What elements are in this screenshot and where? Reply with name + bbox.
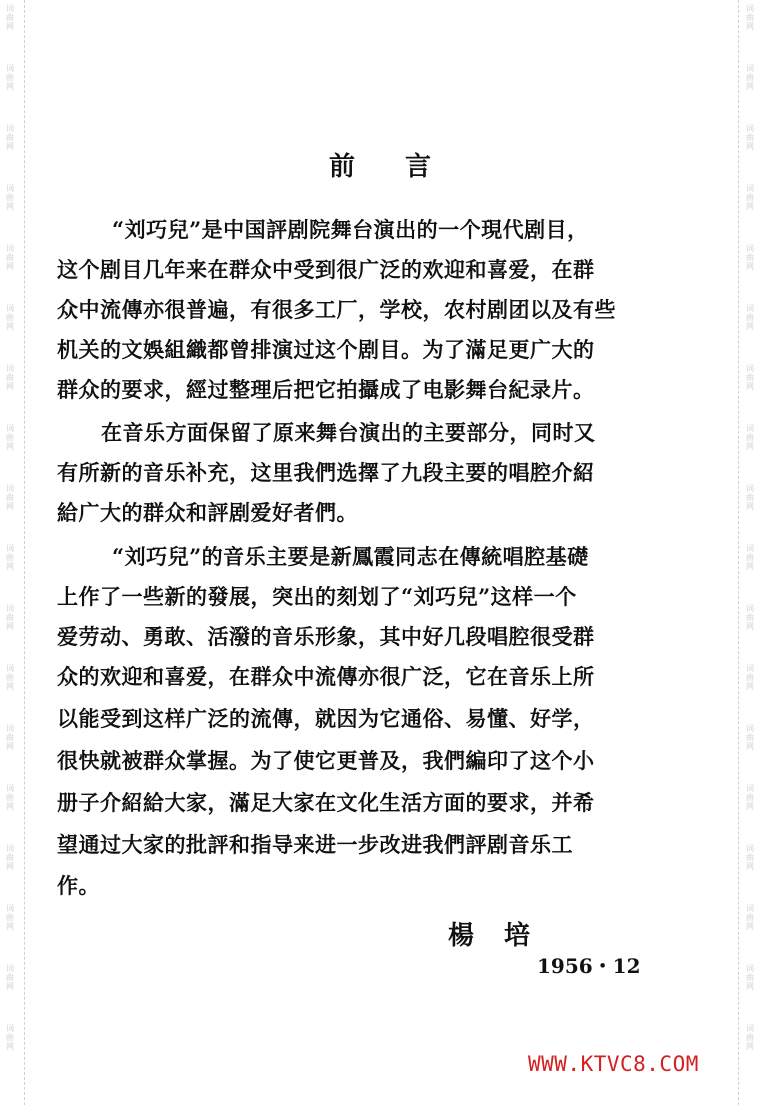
side-watermark-stamp: 词 曲 网 [746, 964, 754, 991]
text-line: 群众的要求，經过整理后把它拍攝成了电影舞台紀录片。 [57, 377, 595, 402]
side-watermark-stamp: 词 曲 网 [746, 4, 754, 31]
side-watermark-stamp: 词 曲 网 [746, 244, 754, 271]
side-watermark-stamp: 词 曲 网 [6, 544, 14, 571]
text-line: 众中流傳亦很普遍，有很多工厂，学校，农村剧团以及有些 [57, 297, 616, 322]
side-watermark-stamp: 词 曲 网 [6, 904, 14, 931]
text-line: 众的欢迎和喜爱，在群众中流傳亦很广泛，它在音乐上所 [57, 664, 595, 689]
text-line: 上作了一些新的發展，突出的刻划了“刘巧兒”这样一个 [57, 584, 577, 609]
side-watermark-stamp: 词 曲 网 [6, 724, 14, 751]
text-line: 有所新的音乐补充，这里我們选擇了九段主要的唱腔介紹 [57, 460, 595, 485]
text-line: 很快就被群众掌握。为了使它更普及，我們編印了这个小 [57, 748, 595, 773]
side-watermark-stamp: 词 曲 网 [6, 1024, 14, 1051]
side-watermark-stamp: 词 曲 网 [6, 424, 14, 451]
side-watermark-stamp: 词 曲 网 [746, 544, 754, 571]
side-watermark-stamp: 词 曲 网 [6, 844, 14, 871]
side-watermark-stamp: 词 曲 网 [6, 4, 14, 31]
page-title: 前言 [328, 152, 481, 182]
author-signature: 楊培 [448, 921, 561, 951]
side-watermark-stamp: 词 曲 网 [6, 784, 14, 811]
date-line: 1956・12 [537, 954, 641, 978]
text-line: 作。 [57, 873, 100, 898]
text-line: 爱劳动、勇敢、活潑的音乐形象，其中好几段唱腔很受群 [57, 624, 595, 649]
side-watermark-stamp: 词 曲 网 [6, 364, 14, 391]
side-watermark-stamp: 词 曲 网 [746, 64, 754, 91]
text-line: 在音乐方面保留了原来舞台演出的主要部分，同时又 [101, 420, 596, 445]
side-watermark-stamp: 词 曲 网 [746, 844, 754, 871]
side-watermark-stamp: 词 曲 网 [746, 904, 754, 931]
text-line: “刘巧兒”的音乐主要是新鳳霞同志在傳統唱腔基礎 [112, 544, 589, 569]
side-watermark-stamp: 词 曲 网 [746, 604, 754, 631]
side-watermark-stamp: 词 曲 网 [746, 124, 754, 151]
side-watermark-stamp: 词 曲 网 [746, 304, 754, 331]
text-line: 这个剧目几年来在群众中受到很广泛的欢迎和喜爱，在群 [57, 257, 595, 282]
side-watermark-stamp: 词 曲 网 [746, 184, 754, 211]
side-watermark-stamp: 词 曲 网 [6, 964, 14, 991]
side-watermark-stamp: 词 曲 网 [6, 664, 14, 691]
side-watermark-stamp: 词 曲 网 [746, 484, 754, 511]
side-watermark-stamp: 词 曲 网 [746, 784, 754, 811]
side-watermark-stamp: 词 曲 网 [6, 244, 14, 271]
side-watermark-stamp: 词 曲 网 [6, 64, 14, 91]
site-watermark: WWW.KTVC8.COM [528, 1052, 699, 1076]
side-watermark-stamp: 词 曲 网 [746, 424, 754, 451]
side-watermark-stamp: 词 曲 网 [746, 724, 754, 751]
text-line: 望通过大家的批評和指导来进一步改进我們評剧音乐工 [57, 832, 573, 857]
side-watermark-stamp: 词 曲 网 [6, 484, 14, 511]
text-line: 册子介紹給大家，滿足大家在文化生活方面的要求，并希 [57, 790, 595, 815]
text-line: 机关的文娛組織都曾排演过这个剧目。为了滿足更广大的 [57, 337, 595, 362]
text-line: 以能受到这样广泛的流傳，就因为它通俗、易懂、好学， [57, 706, 595, 731]
side-watermark-stamp: 词 曲 网 [6, 124, 14, 151]
side-watermark-stamp: 词 曲 网 [6, 304, 14, 331]
side-watermark-stamp: 词 曲 网 [746, 664, 754, 691]
text-line: 給广大的群众和評剧爱好者們。 [57, 500, 358, 525]
side-watermark-stamp: 词 曲 网 [6, 184, 14, 211]
side-watermark-stamp: 词 曲 网 [746, 364, 754, 391]
side-watermark-stamp: 词 曲 网 [6, 604, 14, 631]
text-line: “刘巧兒”是中国評剧院舞台演出的一个現代剧目， [112, 217, 589, 242]
side-watermark-stamp: 词 曲 网 [746, 1024, 754, 1051]
